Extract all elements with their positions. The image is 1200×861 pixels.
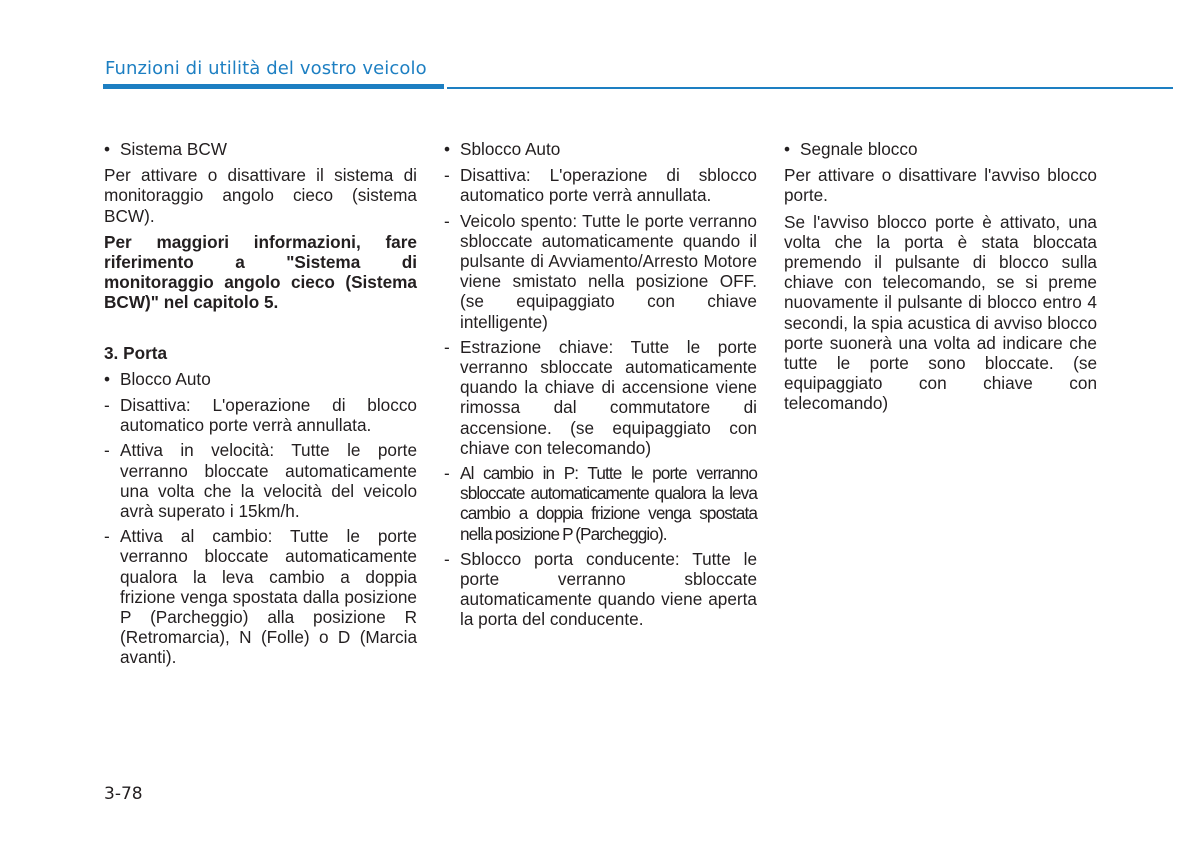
bullet-icon: • [784,139,791,159]
dash-item: - Al cambio in P: Tutte le porte verranno sbloccate automaticamente qualora la leva cambio a doppia frizione venga spostata nella posizione P (Parcheggio). [444,463,757,544]
bullet-item: • Segnale blocco [784,139,918,159]
bullet-item: • Blocco Auto [104,368,211,389]
reference-note: Per maggiori informazioni, fare riferimento a "Sistema di monitoraggio angolo cieco (Sistema BCW)" nel capitolo 5. [104,231,417,313]
dash-item: - Disattiva: L'operazione di sblocco automatico porte verrà annullata. [444,165,757,206]
dash-icon: - [444,336,450,357]
dash-item: - Attiva al cambio: Tutte le porte verranno bloccate automaticamente qualora la leva cambio a doppia frizione venga spostata dalla posizione P (Parcheggio) alla posizione R (Retromarcia), N (Folle) o D (Marcia avanti). [104,526,417,668]
paragraph: Per attivare o disattivare l'avviso blocco porte. [784,165,1097,206]
bullet-icon: • [104,368,111,389]
section-heading: 3. Porta [104,342,168,363]
bullet-icon: • [104,139,111,159]
header-rule-thin [447,87,1173,89]
dash-icon: - [444,210,450,231]
column-middle [444,139,757,635]
page-number: 3-78 [104,784,143,804]
dash-item: - Disattiva: L'operazione di blocco automatico porte verrà annullata. [104,395,417,436]
column-left [104,139,417,673]
section-title: Funzioni di utilità del vostro veicolo [105,58,427,79]
bullet-icon: • [444,139,451,159]
paragraph: Se l'avviso blocco porte è attivato, una volta che la porta è stata bloccata premendo il pulsante di blocco sulla chiave con telecomando, se si preme nuovamente il pulsante di blocco entro 4 secondi, la spia acustica di avviso blocco porte suonerà una volta ad indicare che tutte le porte sono bloccate. (se equipaggiato con chiave con telecomando) [784,211,1097,414]
bullet-item: • Sblocco Auto [444,139,561,159]
dash-icon: - [104,395,110,416]
dash-item: - Estrazione chiave: Tutte le porte verranno sbloccate automaticamente quando la chiave di accensione viene rimossa dal commutatore di accensione. (se equipaggiato con chiave con telecomando) [444,336,757,458]
dash-item: - Sblocco porta conducente: Tutte le porte verranno sbloccate automaticamente quando viene aperta la porta del conducente. [444,548,757,630]
bullet-item: • Sistema BCW [104,139,227,159]
dash-icon: - [444,463,449,484]
dash-item: - Attiva in velocità: Tutte le porte verranno bloccate automaticamente una volta che la velocità del veicolo avrà superato i 15km/h. [104,440,417,522]
dash-icon: - [104,526,110,547]
dash-icon: - [444,165,450,186]
dash-item: - Veicolo spento: Tutte le porte verranno sbloccate automaticamente quando il pulsante di Avviamento/Arresto Motore viene smistato nella posizione OFF. (se equipaggiato con chiave intelligente) [444,210,757,332]
paragraph: Per attivare o disattivare il sistema di monitoraggio angolo cieco (sistema BCW). [104,165,417,226]
dash-icon: - [444,548,450,569]
column-right [784,139,1097,420]
header-rule-thick [103,84,444,89]
dash-icon: - [104,440,110,461]
